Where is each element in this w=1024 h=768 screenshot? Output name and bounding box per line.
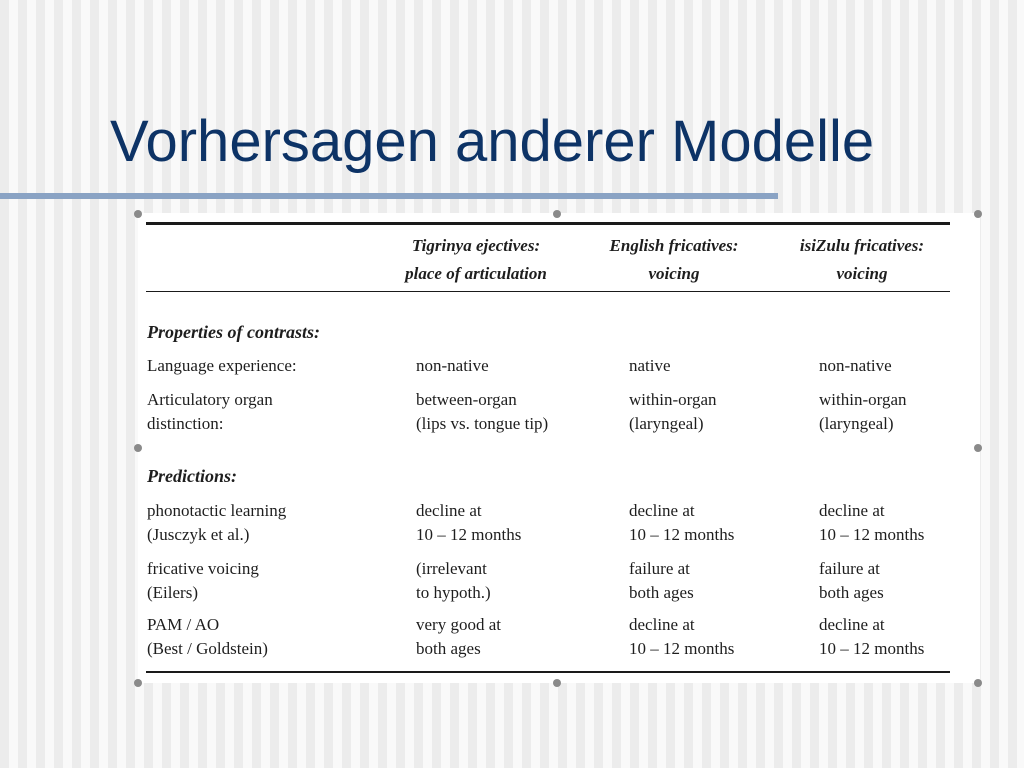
table-cell bbox=[819, 613, 924, 661]
cell-line: decline at bbox=[819, 501, 885, 520]
column-header-isizulu bbox=[774, 232, 950, 288]
column-header-tigrinya bbox=[376, 232, 576, 288]
row-label bbox=[147, 388, 273, 436]
column-header-line: English fricatives: bbox=[609, 236, 739, 255]
column-header-line: voicing bbox=[836, 264, 888, 283]
table-cell bbox=[819, 354, 892, 378]
cell-line: non-native bbox=[819, 356, 892, 375]
table-cell bbox=[629, 557, 694, 605]
cell-line: (irrelevant bbox=[416, 559, 487, 578]
table-cell bbox=[416, 354, 489, 378]
resize-handle-sw[interactable] bbox=[134, 679, 142, 687]
table-cell bbox=[629, 354, 671, 378]
table-cell bbox=[819, 499, 924, 547]
cell-line: both ages bbox=[819, 583, 884, 602]
resize-handle-nw[interactable] bbox=[134, 210, 142, 218]
cell-line: both ages bbox=[416, 639, 481, 658]
column-header-line: voicing bbox=[648, 264, 700, 283]
table-cell bbox=[416, 613, 501, 661]
table-cell bbox=[416, 557, 491, 605]
cell-line: both ages bbox=[629, 583, 694, 602]
cell-line: (lips vs. tongue tip) bbox=[416, 414, 549, 433]
row-label-line: Language experience: bbox=[147, 356, 297, 375]
row-label-line: fricative voicing bbox=[147, 559, 259, 578]
cell-line: non-native bbox=[416, 356, 489, 375]
cell-line: within-organ bbox=[819, 390, 907, 409]
table-cell bbox=[629, 388, 717, 436]
title-underline bbox=[0, 193, 778, 199]
cell-line: native bbox=[629, 356, 671, 375]
table-cell bbox=[819, 388, 907, 436]
section-label-predictions: Predictions: bbox=[147, 466, 237, 486]
cell-line: decline at bbox=[629, 501, 695, 520]
cell-line: decline at bbox=[819, 615, 885, 634]
resize-handle-s[interactable] bbox=[553, 679, 561, 687]
column-header-line: place of articulation bbox=[405, 264, 547, 283]
column-header-line: Tigrinya ejectives: bbox=[411, 236, 541, 255]
row-label-line: (Jusczyk et al.) bbox=[147, 525, 250, 544]
resize-handle-ne[interactable] bbox=[974, 210, 982, 218]
cell-line: failure at bbox=[819, 559, 880, 578]
row-label bbox=[147, 557, 259, 605]
table-header-rule bbox=[146, 291, 950, 292]
row-label-line: (Best / Goldstein) bbox=[147, 639, 268, 658]
table-cell bbox=[416, 388, 548, 436]
resize-handle-se[interactable] bbox=[974, 679, 982, 687]
resize-handle-e[interactable] bbox=[974, 444, 982, 452]
row-label-line: distinction: bbox=[147, 414, 224, 433]
row-label-line: phonotactic learning bbox=[147, 501, 287, 520]
cell-line: 10 – 12 months bbox=[629, 525, 735, 544]
row-label-line: PAM / AO bbox=[147, 615, 220, 634]
cell-line: decline at bbox=[416, 501, 482, 520]
row-label bbox=[147, 499, 286, 547]
resize-handle-w[interactable] bbox=[134, 444, 142, 452]
resize-handle-n[interactable] bbox=[553, 210, 561, 218]
cell-line: to hypoth.) bbox=[416, 583, 491, 602]
cell-line: 10 – 12 months bbox=[629, 639, 735, 658]
slide-title: Vorhersagen anderer Modelle bbox=[110, 109, 875, 174]
table-cell bbox=[819, 557, 884, 605]
cell-line: very good at bbox=[416, 615, 501, 634]
column-header-line: isiZulu fricatives: bbox=[799, 236, 925, 255]
column-header-english bbox=[586, 232, 762, 288]
section-label-properties: Properties of contrasts: bbox=[147, 322, 320, 342]
row-label-line: (Eilers) bbox=[147, 583, 198, 602]
table-cell bbox=[629, 613, 734, 661]
cell-line: decline at bbox=[629, 615, 695, 634]
table-cell bbox=[416, 499, 521, 547]
cell-line: failure at bbox=[629, 559, 690, 578]
cell-line: within-organ bbox=[629, 390, 717, 409]
row-label bbox=[147, 613, 268, 661]
table-image[interactable] bbox=[138, 213, 980, 683]
table-cell bbox=[629, 499, 734, 547]
row-label bbox=[147, 354, 297, 378]
cell-line: (laryngeal) bbox=[629, 414, 704, 433]
cell-line: 10 – 12 months bbox=[819, 525, 925, 544]
cell-line: (laryngeal) bbox=[819, 414, 894, 433]
table-bottom-rule bbox=[146, 671, 950, 673]
cell-line: 10 – 12 months bbox=[416, 525, 522, 544]
row-label-line: Articulatory organ bbox=[147, 390, 273, 409]
cell-line: between-organ bbox=[416, 390, 517, 409]
table-top-rule bbox=[146, 222, 950, 225]
cell-line: 10 – 12 months bbox=[819, 639, 925, 658]
